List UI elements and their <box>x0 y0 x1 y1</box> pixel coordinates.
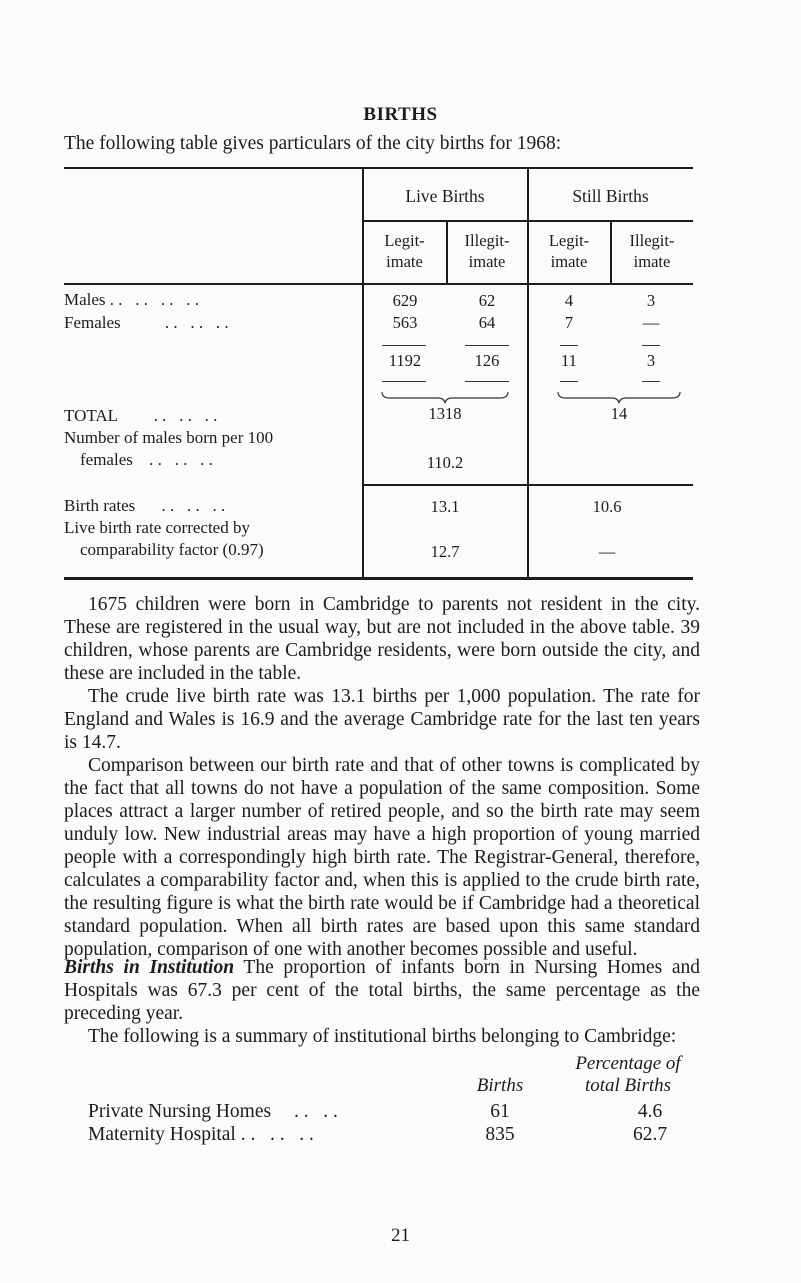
summary-pct: 4.6 <box>637 1101 663 1122</box>
subtotal-rule <box>382 381 426 382</box>
females-live-illegit: 64 <box>478 313 496 332</box>
subtotal-still-illegit: 3 <box>646 351 656 370</box>
table-bottom-rule <box>64 577 693 580</box>
males-live-illegit: 62 <box>478 291 496 310</box>
section-heading: Births in Institution <box>64 957 235 978</box>
page-number: 21 <box>391 1225 410 1246</box>
birth-rate-live: 13.1 <box>430 497 460 516</box>
row-label-birth-rates: Birth rates . . . . . . <box>64 496 226 515</box>
males-still-illegit: 3 <box>646 291 656 310</box>
paragraph: Births in Institution The proportion of infants born in Nursing Homes and Hospitals was 67.3 per cent of the total births, the same percentage as the preceding year. <box>64 957 700 1024</box>
body-text <box>64 593 700 961</box>
summary-births: 61 <box>490 1101 510 1122</box>
row-label-male-ratio-1: Number of males born per 100 <box>64 428 274 447</box>
summary-pct: 62.7 <box>632 1124 668 1145</box>
header-bottom-rule <box>64 283 693 285</box>
header-still-births: Still Births <box>572 186 649 206</box>
females-still-illegit: — <box>642 313 660 332</box>
males-live-legit: 629 <box>392 291 418 310</box>
summary-col-pct: Percentage of total Births <box>575 1053 681 1096</box>
birth-rate-still: 10.6 <box>592 497 622 516</box>
row-label-corrected-1: Live birth rate corrected by <box>64 518 250 537</box>
subheader-still-illegit: Illegit- imate <box>629 231 675 271</box>
paragraph: The following is a summary of institutional births belonging to Cambridge: <box>88 1026 677 1047</box>
row-label-males: Males . . . . . . . . <box>64 290 200 309</box>
subtotal-rule <box>465 381 509 382</box>
header-live-births: Live Births <box>405 186 485 206</box>
total-live: 1318 <box>428 404 462 423</box>
page-title: BIRTHS <box>363 104 438 125</box>
subtotal-rule <box>560 345 578 346</box>
summary-col-births: Births <box>476 1075 524 1096</box>
subheader-live-legit: Legit- imate <box>384 231 425 271</box>
subheader-live-illegit: Illegit- imate <box>464 231 510 271</box>
subtotal-rule <box>642 345 660 346</box>
subtotal-rule <box>465 345 509 346</box>
intro-text: The following table gives particulars of the city births for 1968: <box>64 133 562 154</box>
subheader-still-legit: Legit- imate <box>548 231 590 271</box>
subtotal-still-legit: 11 <box>561 351 577 370</box>
females-live-legit: 563 <box>392 313 418 332</box>
live-births-brace <box>380 390 510 404</box>
subtotal-live-illegit: 126 <box>474 351 500 370</box>
institution-section <box>64 956 700 1048</box>
subtotal-rule <box>382 345 426 346</box>
still-births-brace <box>556 390 682 404</box>
subtotal-live-legit: 1192 <box>388 351 422 370</box>
summary-row: Maternity Hospital . . . . . . <box>88 1124 314 1145</box>
row-label-male-ratio-2: females . . . . . . <box>80 450 213 469</box>
corrected-still: — <box>598 542 616 561</box>
subtotal-rule <box>560 381 578 382</box>
table-top-rule <box>64 167 693 169</box>
paragraph: 1675 children were born in Cambridge to parents not resident in the city. These are registered in the usual way, but are not included in the above table. 39 children, whose parents are Cambridge residents, were born outside the city, and these are included in the table. <box>64 594 700 684</box>
paragraph: Comparison between our birth rate and that of other towns is complicated by the fact that all towns do not have a population of the same composition. Some places attract a larger number of retired people, and so the birth rate may seem unduly low. New industrial areas may have a high proportion of young married people with a correspondingly high birth rate. The Registrar-General, therefore, calculates a comparability factor and, when this is applied to the crude birth rate, the resulting figure is what the birth rate would be if Cambridge had a theoretical standard population. When all birth rates are based upon this same standard population, comparison of one with another becomes possible and useful. <box>64 755 700 960</box>
corrected-live: 12.7 <box>430 542 460 561</box>
row-label-females: Females . . . . . . <box>64 313 229 332</box>
total-still: 14 <box>610 404 628 423</box>
male-ratio-live: 110.2 <box>426 453 464 472</box>
subtotal-rule <box>642 381 660 382</box>
summary-births: 835 <box>485 1124 515 1145</box>
row-label-total: TOTAL . . . . . . <box>64 406 218 425</box>
summary-row: Private Nursing Homes . . . . <box>88 1101 338 1122</box>
paragraph: The crude live birth rate was 13.1 births per 1,000 population. The rate for England and Wales is 16.9 and the average Cambridge rate for the last ten years is 14.7. <box>64 686 700 753</box>
males-still-legit: 4 <box>564 291 574 310</box>
row-label-corrected-2: comparability factor (0.97) <box>80 540 264 559</box>
females-still-legit: 7 <box>564 313 574 332</box>
